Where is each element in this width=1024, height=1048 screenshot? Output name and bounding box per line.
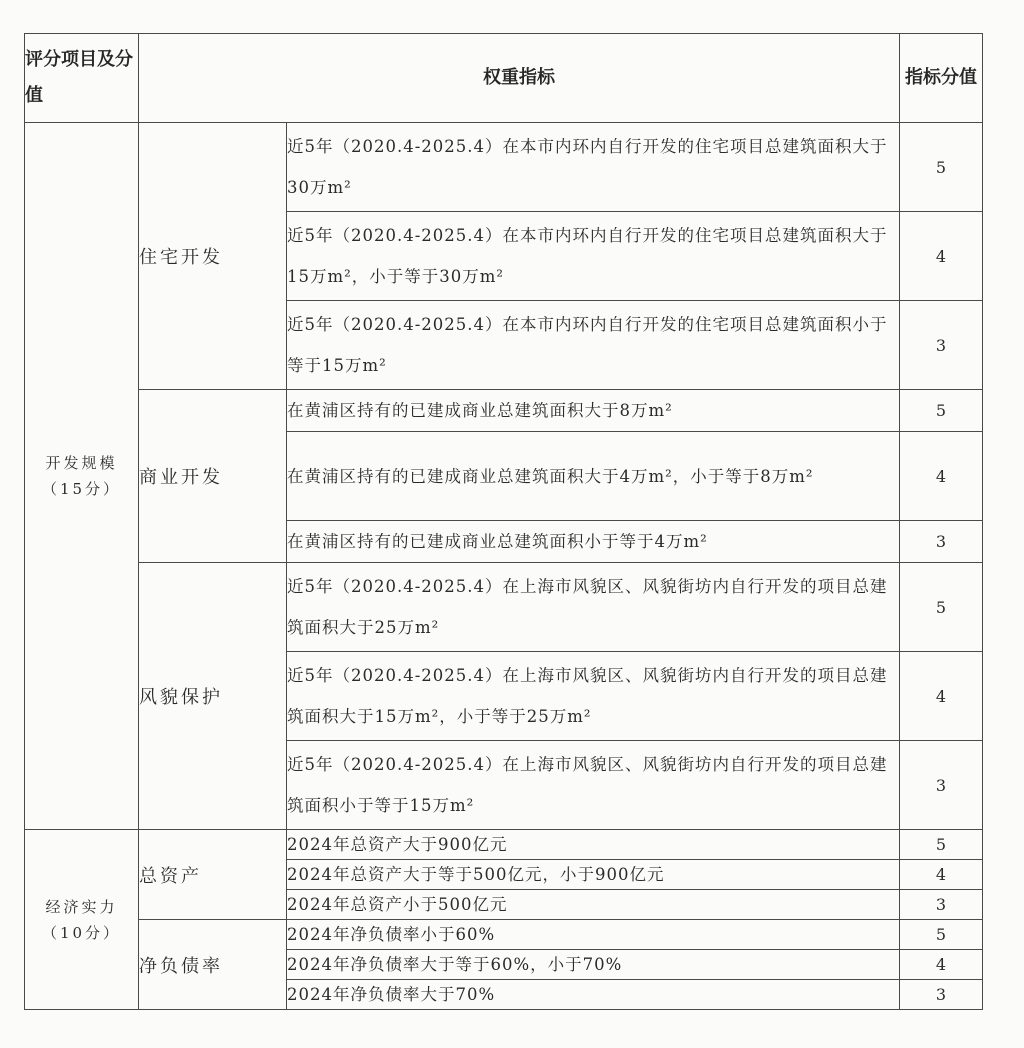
indicator-score: 4 — [900, 950, 983, 980]
indicator-text: 2024年净负债率小于60% — [287, 920, 900, 950]
indicator-text: 2024年总资产大于等于500亿元，小于900亿元 — [287, 860, 900, 890]
table-row — [25, 830, 983, 860]
indicator-text: 近5年（2020.4-2025.4）在本市内环内自行开发的住宅项目总建筑面积大于15万m²，小于等于30万m² — [287, 212, 900, 301]
indicator-score: 5 — [900, 830, 983, 860]
scoring-table — [24, 33, 983, 1010]
indicator-text: 2024年净负债率大于70% — [287, 980, 900, 1010]
indicator-score: 3 — [900, 521, 983, 563]
indicator-score: 4 — [900, 212, 983, 301]
indicator-score: 3 — [900, 301, 983, 390]
header-scoring-item: 评分项目及分值 — [25, 34, 139, 123]
indicator-text: 在黄浦区持有的已建成商业总建筑面积小于等于4万m² — [287, 521, 900, 563]
indicator-score: 5 — [900, 123, 983, 212]
category-economic-strength: 经济实力（10分） — [25, 830, 139, 1010]
indicator-score: 5 — [900, 563, 983, 652]
subcategory-commercial: 商业开发 — [139, 390, 287, 563]
indicator-text: 近5年（2020.4-2025.4）在上海市风貌区、风貌街坊内自行开发的项目总建筑面积小于等于15万m² — [287, 741, 900, 830]
header-indicator-score: 指标分值 — [900, 34, 983, 123]
indicator-score: 4 — [900, 432, 983, 521]
subcategory-heritage-protection: 风貌保护 — [139, 563, 287, 830]
indicator-score: 4 — [900, 652, 983, 741]
table-row — [25, 920, 983, 950]
indicator-text: 2024年总资产大于900亿元 — [287, 830, 900, 860]
table-row — [25, 390, 983, 432]
indicator-text: 2024年总资产小于500亿元 — [287, 890, 900, 920]
indicator-text: 近5年（2020.4-2025.4）在上海市风貌区、风貌街坊内自行开发的项目总建筑面积大于25万m² — [287, 563, 900, 652]
subcategory-total-assets: 总资产 — [139, 830, 287, 920]
indicator-text: 近5年（2020.4-2025.4）在本市内环内自行开发的住宅项目总建筑面积大于30万m² — [287, 123, 900, 212]
subcategory-net-debt-ratio: 净负债率 — [139, 920, 287, 1010]
indicator-score: 5 — [900, 920, 983, 950]
indicator-text: 近5年（2020.4-2025.4）在上海市风貌区、风貌街坊内自行开发的项目总建筑面积大于15万m²，小于等于25万m² — [287, 652, 900, 741]
indicator-text: 近5年（2020.4-2025.4）在本市内环内自行开发的住宅项目总建筑面积小于等于15万m² — [287, 301, 900, 390]
table-row — [25, 563, 983, 652]
table-row — [25, 123, 983, 212]
indicator-score: 3 — [900, 741, 983, 830]
indicator-text: 在黄浦区持有的已建成商业总建筑面积大于4万m²，小于等于8万m² — [287, 432, 900, 521]
indicator-score: 3 — [900, 890, 983, 920]
category-development-scale: 开发规模（15分） — [25, 123, 139, 830]
indicator-score: 5 — [900, 390, 983, 432]
table-header-row — [25, 34, 983, 123]
indicator-score: 4 — [900, 860, 983, 890]
indicator-text: 2024年净负债率大于等于60%，小于70% — [287, 950, 900, 980]
header-weight-indicator: 权重指标 — [139, 34, 900, 123]
indicator-text: 在黄浦区持有的已建成商业总建筑面积大于8万m² — [287, 390, 900, 432]
indicator-score: 3 — [900, 980, 983, 1010]
subcategory-residential: 住宅开发 — [139, 123, 287, 390]
